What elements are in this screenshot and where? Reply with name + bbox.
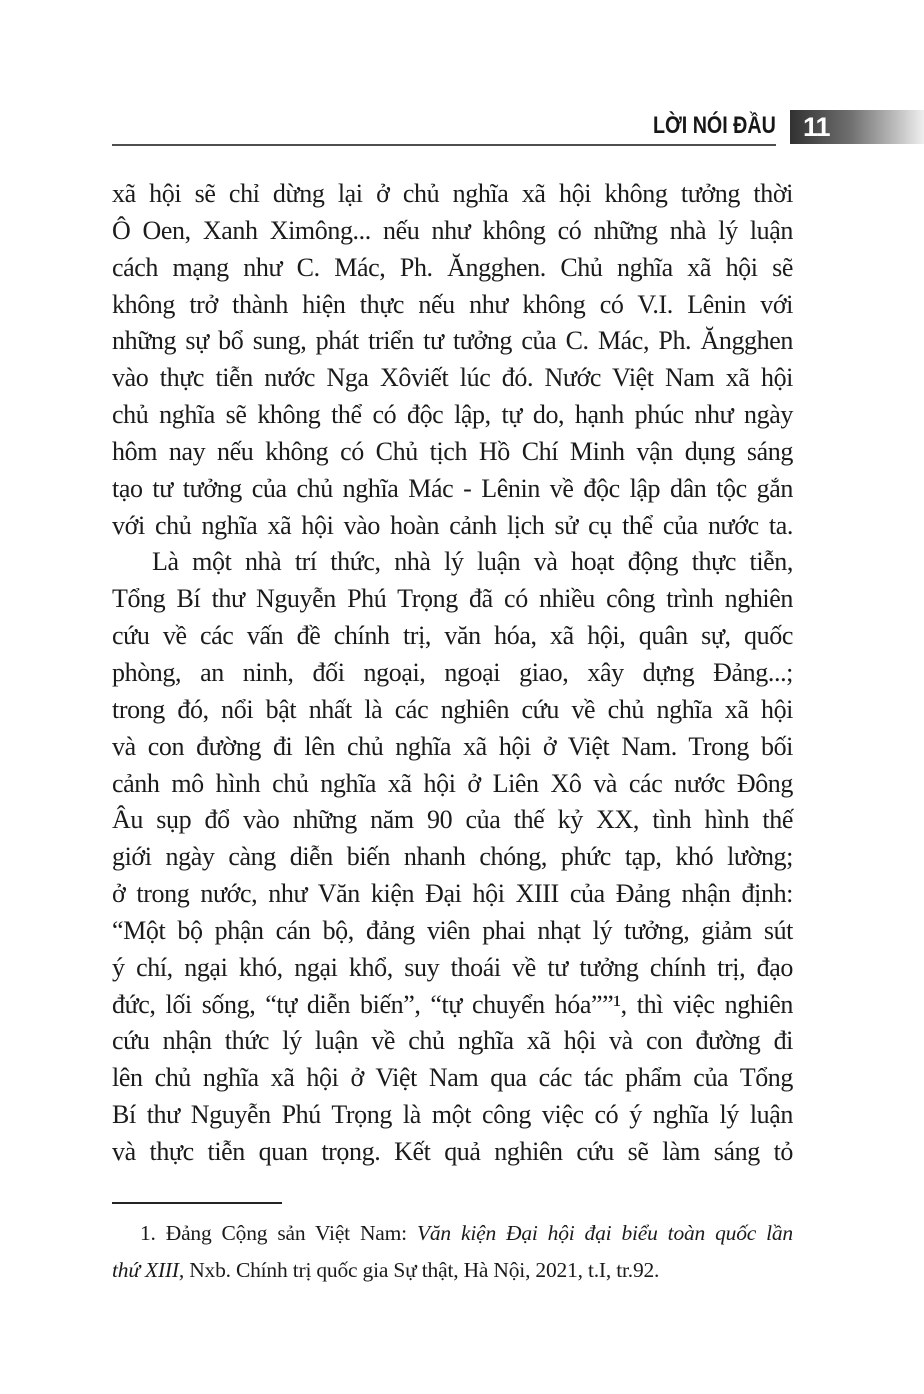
body-line: vào thực tiễn nước Nga Xôviết lúc đó. Nước Việt Nam xã hội: [112, 363, 793, 393]
body-line: Bí thư Nguyễn Phú Trọng là một công việc có ý nghĩa lý luận: [112, 1100, 793, 1130]
body-line: phòng, an ninh, đối ngoại, ngoại giao, xây dựng Đảng...;: [112, 657, 793, 687]
body-line: Ô Oen, Xanh Ximông... nếu như không có những nhà lý luận: [112, 215, 793, 245]
body-line: với chủ nghĩa xã hội vào hoàn cảnh lịch sử cụ thể của nước ta.: [112, 510, 793, 540]
page-number: 11: [803, 111, 830, 142]
footnote-line: [112, 1215, 793, 1252]
body-line: hôm nay nếu không có Chủ tịch Hồ Chí Minh vận dụng sáng: [112, 436, 793, 466]
footnote-separator: [112, 1202, 282, 1204]
body-line: cứu nhận thức lý luận về chủ nghĩa xã hội và con đường đi: [112, 1026, 793, 1056]
body-line: ý chí, ngại khó, ngại khổ, suy thoái về tư tưởng chính trị, đạo: [112, 952, 793, 982]
body-line: xã hội sẽ chỉ dừng lại ở chủ nghĩa xã hội không tưởng thời: [112, 179, 793, 208]
running-head: [112, 108, 776, 146]
body-line: lên chủ nghĩa xã hội ở Việt Nam qua các tác phẩm của Tổng: [112, 1063, 793, 1093]
body-line: trong đó, nổi bật nhất là các nghiên cứu về chủ nghĩa xã hội: [112, 694, 793, 724]
body-line: những sự bổ sung, phát triển tư tưởng của C. Mác, Ph. Ăngghen: [112, 326, 793, 356]
body-line: không trở thành hiện thực nếu như không có V.I. Lênin với: [112, 289, 793, 319]
body-line: Tổng Bí thư Nguyễn Phú Trọng đã có nhiều công trình nghiên: [112, 584, 793, 614]
footnote: [112, 1215, 793, 1289]
page-number-box: [790, 110, 924, 144]
body-line: và con đường đi lên chủ nghĩa xã hội ở Việt Nam. Trong bối: [112, 731, 793, 761]
footnote-cited-work: Văn kiện Đại hội đại biểu toàn quốc lần: [416, 1221, 793, 1245]
body-line: cách mạng như C. Mác, Ph. Ăngghen. Chủ nghĩa xã hội sẽ: [112, 252, 793, 282]
body-line: chủ nghĩa sẽ không thể có độc lập, tự do, hạnh phúc như ngày: [112, 400, 793, 430]
running-title: LỜI NÓI ĐẦU: [653, 112, 776, 139]
body-line: cứu về các vấn đề chính trị, văn hóa, xã hội, quân sự, quốc: [112, 621, 793, 651]
body-line: ở trong nước, như Văn kiện Đại hội XIII của Đảng nhận định:: [112, 879, 793, 909]
footnote-text: Nxb. Chính trị quốc gia Sự thật, Hà Nội, 2021, t.I, tr.92.: [184, 1258, 660, 1282]
body-line: Là một nhà trí thức, nhà lý luận và hoạt động thực tiễn,: [152, 547, 793, 577]
body-line: giới ngày càng diễn biến nhanh chóng, phức tạp, khó lường;: [112, 842, 793, 872]
body-line: Âu sụp đổ vào những năm 90 của thế kỷ XX, tình hình thế: [112, 805, 793, 835]
body-text: [112, 176, 793, 1171]
body-line: và thực tiễn quan trọng. Kết quả nghiên cứu sẽ làm sáng tỏ: [112, 1136, 793, 1166]
body-line: “Một bộ phận cán bộ, đảng viên phai nhạt lý tưởng, giảm sút: [112, 915, 793, 945]
footnote-text: 1. Đảng Cộng sản Việt Nam:: [140, 1221, 417, 1245]
body-line: tạo tư tưởng của chủ nghĩa Mác - Lênin về độc lập dân tộc gắn: [112, 473, 793, 503]
body-line: cảnh mô hình chủ nghĩa xã hội ở Liên Xô và các nước Đông: [112, 768, 793, 798]
footnote-line: [112, 1252, 793, 1289]
body-line: đức, lối sống, “tự diễn biến”, “tự chuyển hóa””¹, thì việc nghiên: [112, 989, 793, 1019]
footnote-cited-work: thứ XIII,: [112, 1258, 185, 1282]
